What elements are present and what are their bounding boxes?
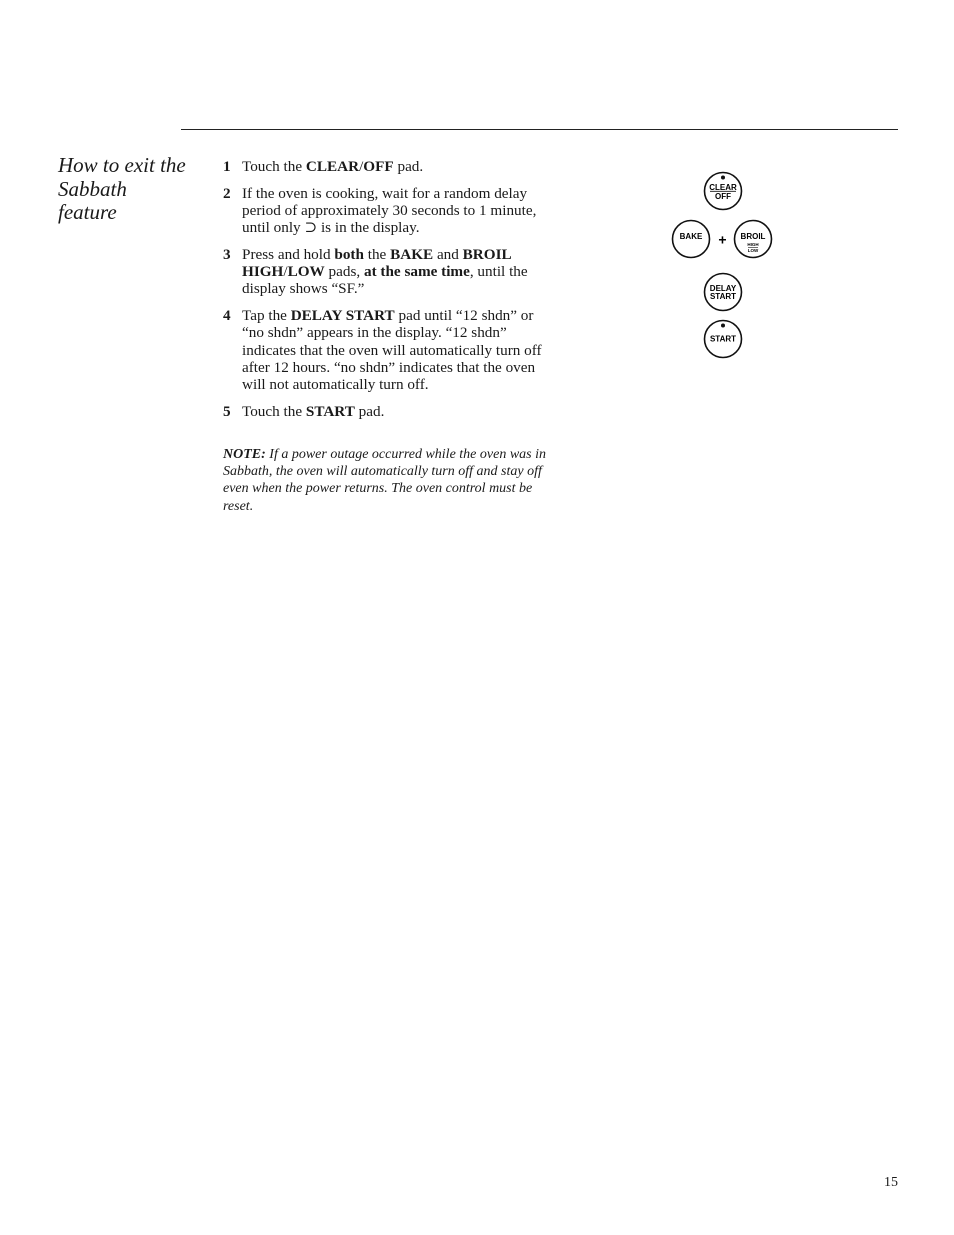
control-pads-illustration bbox=[665, 166, 781, 362]
step-text bbox=[242, 403, 384, 420]
broil-pad-label: BROIL bbox=[740, 232, 766, 241]
bake-pad-icon bbox=[673, 221, 710, 258]
step-text-run: Tap the bbox=[242, 307, 291, 325]
step-text-run: , until the display shows “SF.” bbox=[242, 263, 528, 298]
step-number: 3 bbox=[223, 246, 231, 263]
step-number: 4 bbox=[223, 307, 231, 325]
step-emphasis: BAKE bbox=[390, 246, 434, 263]
broil-high-label: HIGH bbox=[747, 242, 759, 247]
delay-start-pad-icon bbox=[705, 274, 742, 311]
step-emphasis: BROIL HIGH bbox=[242, 246, 511, 281]
step-text bbox=[242, 307, 542, 393]
clear-off-pad-icon bbox=[705, 173, 742, 210]
steps-list bbox=[223, 158, 553, 430]
step-emphasis: START bbox=[305, 402, 355, 420]
plus-icon: + bbox=[718, 231, 727, 248]
step-item bbox=[223, 403, 553, 420]
bake-pad-label: BAKE bbox=[679, 232, 703, 241]
broil-pad-icon bbox=[735, 221, 772, 258]
note-label: NOTE: bbox=[223, 447, 266, 462]
step-emphasis: OFF bbox=[363, 158, 394, 175]
step-text-run: / bbox=[359, 158, 364, 175]
step-text-run: pad until “12 shdn” or “no shdn” appears in the display. “12 shdn” indicates that the oven will automatically turn off after 12 hours. “no shdn” indicates that the oven will not automatically turn off. bbox=[242, 307, 542, 394]
step-text bbox=[242, 158, 423, 175]
step-text-run: If the oven is cooking, wait for a random delay period of approximately 30 seconds to 1 minute, until only ⊃ is in the display. bbox=[242, 184, 537, 237]
step-text bbox=[242, 246, 528, 297]
delay-pad-label: DELAY bbox=[709, 284, 737, 293]
step-text-run: the bbox=[363, 246, 391, 263]
broil-low-label: LOW bbox=[747, 248, 759, 253]
step-emphasis: at the same time bbox=[363, 263, 470, 281]
note bbox=[223, 446, 553, 515]
step-number: 2 bbox=[223, 184, 231, 202]
start-pad-icon bbox=[705, 321, 742, 358]
header-rule bbox=[181, 129, 898, 130]
step-item bbox=[223, 185, 553, 237]
step-text-run: and bbox=[433, 246, 463, 263]
step-text-run: pads, bbox=[324, 263, 364, 281]
step-text bbox=[242, 185, 536, 236]
clear-pad-label: CLEAR bbox=[709, 183, 737, 192]
step-text-run: pad. bbox=[393, 158, 424, 175]
step-text-run: Press and hold bbox=[242, 246, 335, 263]
step-number: 5 bbox=[223, 402, 231, 420]
step-text-run: Touch the bbox=[242, 402, 306, 420]
page-number: 15 bbox=[884, 1175, 898, 1190]
off-pad-label: OFF bbox=[715, 192, 731, 201]
step-item bbox=[223, 246, 553, 298]
section-title: How to exit the Sabbath feature bbox=[58, 153, 186, 224]
step-emphasis: DELAY START bbox=[290, 307, 395, 325]
step-item bbox=[223, 158, 553, 175]
delay-start-pad-label: START bbox=[709, 292, 737, 301]
start-pad-label: START bbox=[709, 334, 737, 344]
step-emphasis: LOW bbox=[287, 263, 325, 281]
step-emphasis: both bbox=[334, 246, 364, 263]
step-item bbox=[223, 307, 553, 393]
step-emphasis: CLEAR bbox=[305, 158, 360, 175]
step-text-run: / bbox=[283, 263, 288, 281]
note-text: If a power outage occurred while the oven was in Sabbath, the oven will automatically turn off and stay off even when the power returns. The oven control must be reset. bbox=[223, 447, 546, 514]
step-number: 1 bbox=[223, 158, 231, 175]
step-text-run: Touch the bbox=[242, 158, 306, 175]
step-text-run: pad. bbox=[354, 402, 385, 420]
